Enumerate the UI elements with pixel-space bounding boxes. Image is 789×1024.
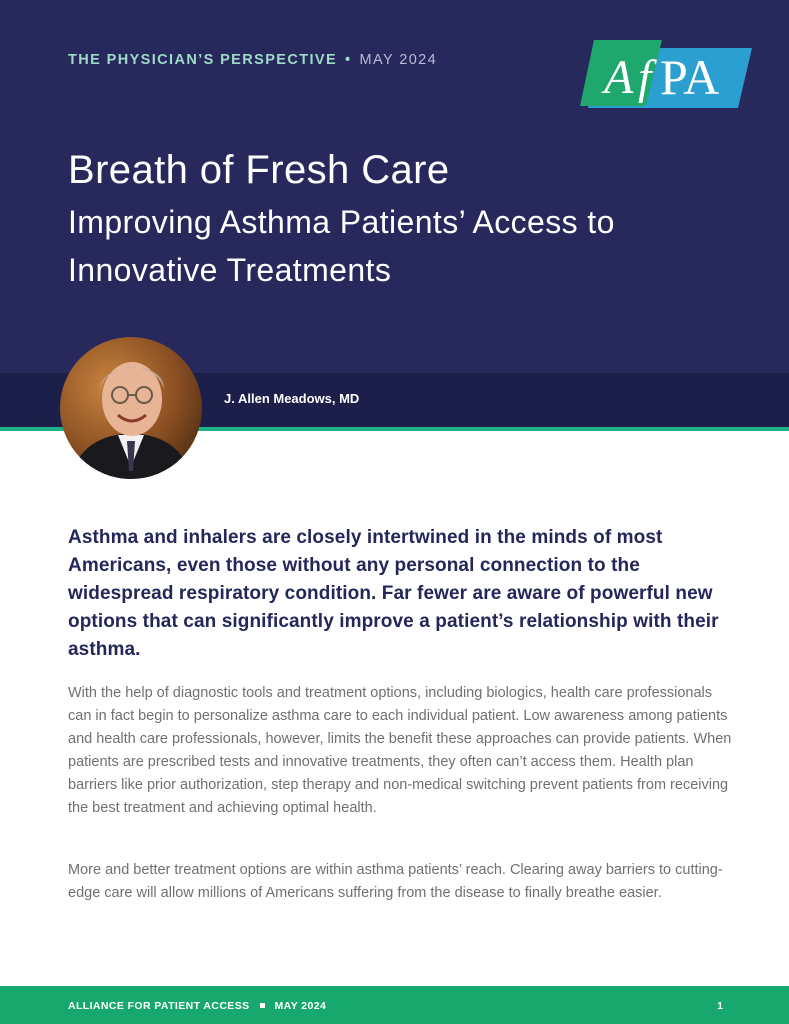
article-title: Breath of Fresh Care xyxy=(68,148,450,192)
article-subtitle: Improving Asthma Patients’ Access to Innovative Treatments xyxy=(68,204,615,288)
footer-date: MAY 2024 xyxy=(274,1000,327,1012)
afpa-logo xyxy=(580,40,752,114)
bullet-separator: • xyxy=(345,52,352,68)
lead-paragraph: Asthma and inhalers are closely intertwined in the minds of most Americans, even those without any personal connection to the widespread respiratory condition. Far fewer are aware of powerful new options that can significantly improve a patient’s relationship with their asthma. xyxy=(68,527,719,660)
svg-text:f: f xyxy=(638,51,652,104)
page-footer xyxy=(0,986,789,1024)
square-separator-icon xyxy=(260,1003,265,1008)
author-name: J. Allen Meadows, MD xyxy=(224,391,360,406)
body-paragraph-1: With the help of diagnostic tools and treatment options, including biologics, health care professionals can in fact begin to personalize asthma care to each individual patient. Low awareness among patients and health care professionals, however, limits the benefit these approaches can provide patients. When patients are prescribed tests and innovative treatments, they often can’t access them. Health plan barriers like prior authorization, step therapy and non-medical switching prevent patients from receiving the best treatment and achieving optimal health. xyxy=(68,685,732,816)
author-photo xyxy=(60,337,202,479)
body-paragraph-2: More and better treatment options are within asthma patients’ reach. Clearing away barriers to cutting-edge care will allow millions of Americans suffering from the disease to finally breathe easier. xyxy=(68,862,723,901)
svg-text:PA: PA xyxy=(660,49,720,105)
header-banner xyxy=(0,0,789,373)
svg-text:A: A xyxy=(604,51,634,104)
footer-org: ALLIANCE FOR PATIENT ACCESS xyxy=(68,1000,250,1012)
page-number: 1 xyxy=(717,1000,723,1012)
footer-credit xyxy=(68,1000,326,1012)
series-name: THE PHYSICIAN’S PERSPECTIVE xyxy=(68,52,338,68)
issue-date: MAY 2024 xyxy=(359,52,438,68)
publication-kicker xyxy=(68,52,437,68)
